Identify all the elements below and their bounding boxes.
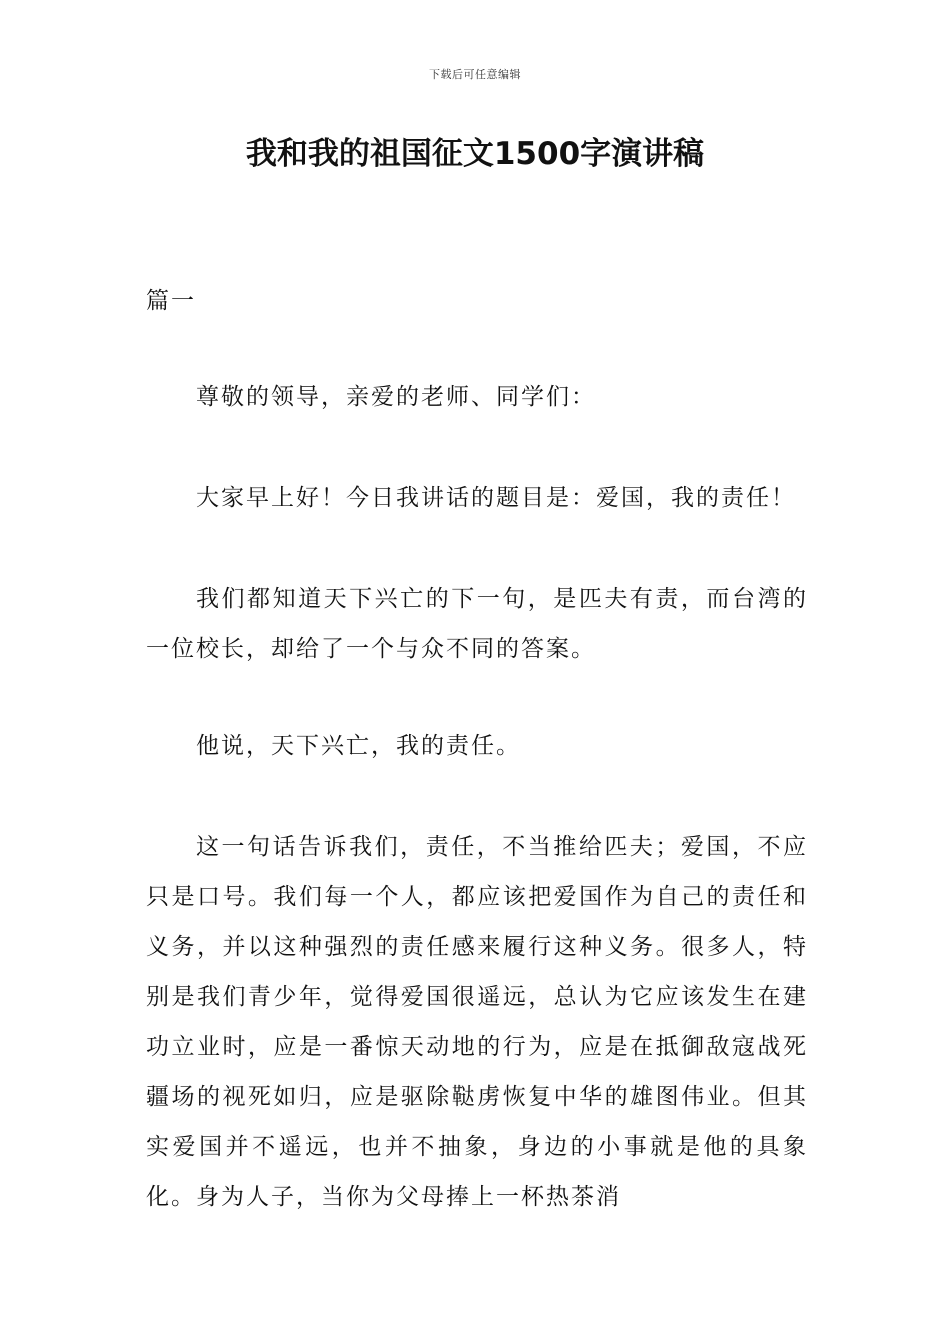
paragraph-topic: 大家早上好！今日我讲话的题目是：爱国，我的责任！ <box>196 485 796 511</box>
document-title: 我和我的祖国征文1500字演讲稿 <box>245 136 705 172</box>
section-label: 篇一 <box>146 288 196 314</box>
paragraph-body: 这一句话告诉我们，责任，不当推给匹夫；爱国，不应只是口号。我们每一个人，都应该把爱国作为自己的责任和义务，并以这种强烈的责任感来履行这种义务。很多人，特别是我们青少年，觉得爱国很遥远，总认为它应该发生在建功立业时，应是一番惊天动地的行为，应是在抵御敌寇战死疆场的视死如归，应是驱除鞑虏恢复中华的雄图伟业。但其实爱国并不遥远，也并不抽象，身边的小事就是他的具象化。身为人子，当你为父母捧上一杯热茶消 <box>146 834 808 1210</box>
header-note: 下载后可任意编辑 <box>429 68 521 81</box>
paragraph-saying: 我们都知道天下兴亡的下一句，是匹夫有责，而台湾的一位校长，却给了一个与众不同的答案。 <box>146 586 808 662</box>
paragraph-greeting: 尊敬的领导，亲爱的老师、同学们： <box>196 384 596 410</box>
paragraph-quote: 他说，天下兴亡，我的责任。 <box>196 733 521 759</box>
